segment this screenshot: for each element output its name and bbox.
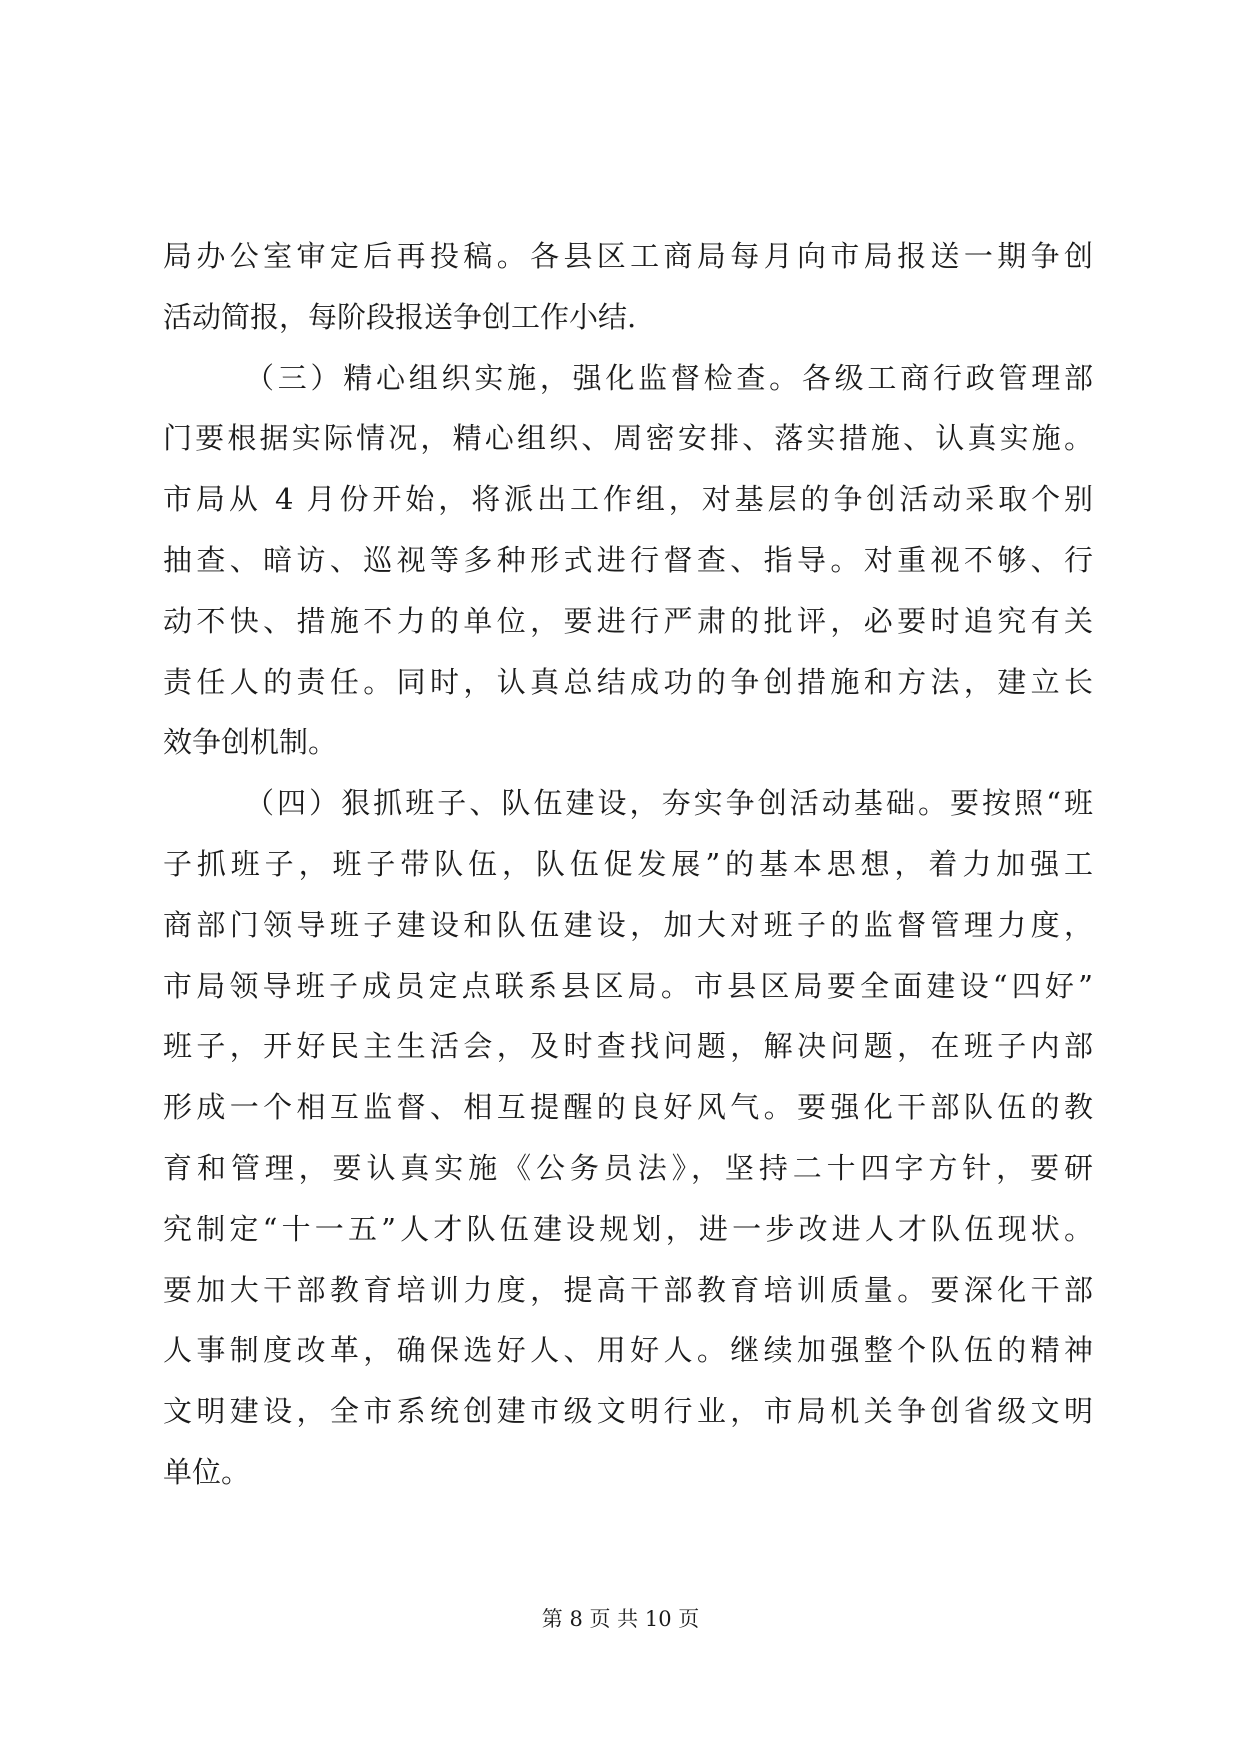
- page-footer: 第 8 页 共 10 页: [541, 1607, 700, 1631]
- text-line: 形成一个相互监督、相互提醒的良好风气。要强化干部队伍的教: [163, 1090, 1093, 1125]
- text-line: 局办公室审定后再投稿。各县区工商局每月向市局报送一期争创: [163, 239, 1093, 273]
- text-line: 动不快、措施不力的单位，要进行严肃的批评，必要时追究有关: [163, 603, 1093, 638]
- text-line: 子抓班子，班子带队伍，队伍促发展”的基本思想，着力加强工: [163, 846, 1093, 881]
- text-line: 抽查、暗访、巡视等多种形式进行督查、指导。对重视不够、行: [163, 542, 1093, 577]
- text-line: 门要根据实际情况，精心组织、周密安排、落实措施、认真实施。: [163, 421, 1093, 456]
- text-line: 文明建设，全市系统创建市级文明行业，市局机关争创省级文明: [163, 1394, 1093, 1429]
- text-line: 究制定“十一五”人才队伍建设规划，进一步改进人才队伍现状。: [163, 1211, 1093, 1246]
- document-body: [163, 226, 1093, 1503]
- text-line: 单位。: [163, 1454, 251, 1489]
- text-line: 市局从 4 月份开始，将派出工作组，对基层的争创活动采取个别: [163, 482, 1093, 517]
- text-line: 人事制度改革，确保选好人、用好人。继续加强整个队伍的精神: [163, 1333, 1093, 1368]
- text-line: 市局领导班子成员定点联系县区局。市县区局要全面建设“四好”: [163, 968, 1093, 1003]
- text-line: 责任人的责任。同时，认真总结成功的争创措施和方法，建立长: [163, 664, 1093, 699]
- text-line: （四）狠抓班子、队伍建设，夯实争创活动基础。要按照“班: [245, 786, 1093, 821]
- text-line: 商部门领导班子建设和队伍建设，加大对班子的监督管理力度，: [163, 907, 1093, 942]
- text-line: （三）精心组织实施，强化监督检查。各级工商行政管理部: [245, 360, 1093, 395]
- text-line: 活动简报，每阶段报送争创工作小结.: [163, 299, 637, 334]
- text-line: 效争创机制。: [163, 725, 338, 760]
- text-line: 班子，开好民主生活会，及时查找问题，解决问题，在班子内部: [163, 1029, 1093, 1064]
- text-line: 要加大干部教育培训力度，提高干部教育培训质量。要深化干部: [163, 1272, 1093, 1307]
- text-line: 育和管理，要认真实施《公务员法》，坚持二十四字方针，要研: [163, 1150, 1093, 1185]
